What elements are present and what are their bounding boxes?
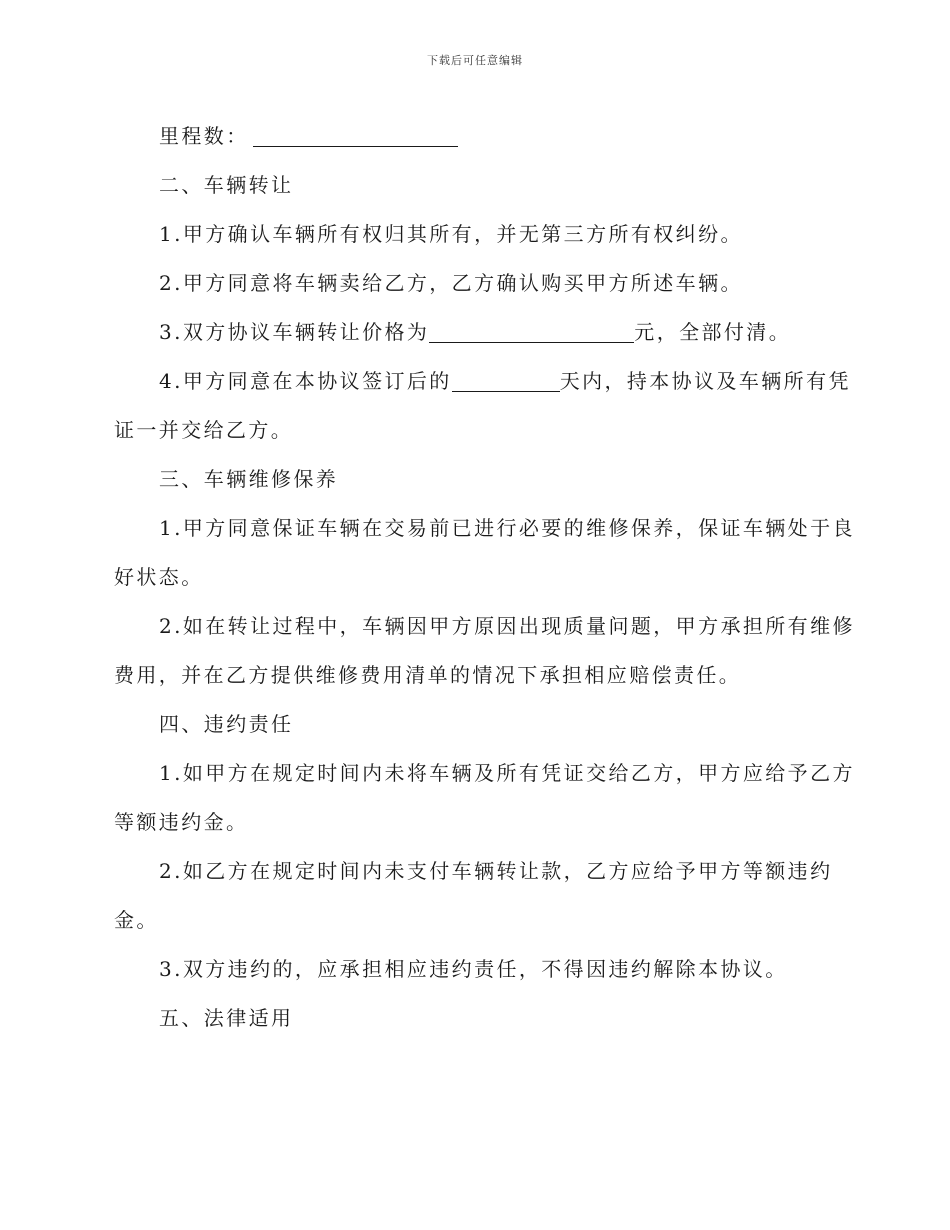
section-title-applicable-law: 五、法律适用 [159,1006,294,1030]
page-header: 下载后可任意编辑 [427,54,523,67]
clause-2-4-text-before: 4.甲方同意在本协议签订后的 [159,369,452,393]
mileage-blank [253,126,458,147]
price-blank [429,322,634,343]
section-title-vehicle-transfer: 二、车辆转让 [159,173,294,197]
clause-2-4-text-after: 天内，持本协议及车辆所有凭 [559,369,851,393]
days-blank [452,371,560,392]
clause-3-2-line1: 2.如在转让过程中，车辆因甲方原因出现质量问题，甲方承担所有维修 [159,614,855,638]
section-title-breach: 四、违约责任 [159,712,294,736]
clause-2-4-line2: 证一并交给乙方。 [114,418,294,442]
clause-3-1-line2: 好状态。 [114,565,204,589]
clause-4-1-line2: 等额违约金。 [114,810,249,834]
clause-4-3: 3.双方违约的，应承担相应违约责任，不得因违约解除本协议。 [159,957,788,981]
clause-4-1-line1: 1.如甲方在规定时间内未将车辆及所有凭证交给乙方，甲方应给予乙方 [159,761,855,785]
section-title-maintenance: 三、车辆维修保养 [159,467,339,491]
clause-4-2-line1: 2.如乙方在规定时间内未支付车辆转让款，乙方应给予甲方等额违约 [159,859,833,883]
clause-3-2-line2: 费用，并在乙方提供维修费用清单的情况下承担相应赔偿责任。 [114,663,742,687]
clause-3-1-line1: 1.甲方同意保证车辆在交易前已进行必要的维修保养，保证车辆处于良 [159,516,855,540]
clause-2-2: 2.甲方同意将车辆卖给乙方，乙方确认购买甲方所述车辆。 [159,271,743,295]
mileage-line [114,112,826,161]
clause-2-3-text-after: 元，全部付清。 [634,320,792,344]
mileage-label: 里程数： [159,124,249,148]
document-body [114,112,855,1043]
clause-2-1: 1.甲方确认车辆所有权归其所有，并无第三方所有权纠纷。 [159,222,743,246]
clause-4-2-line2: 金。 [114,908,159,932]
clause-2-3-text-before: 3.双方协议车辆转让价格为 [159,320,430,344]
clause-2-4-line1 [114,357,851,406]
clause-2-3 [114,308,826,357]
